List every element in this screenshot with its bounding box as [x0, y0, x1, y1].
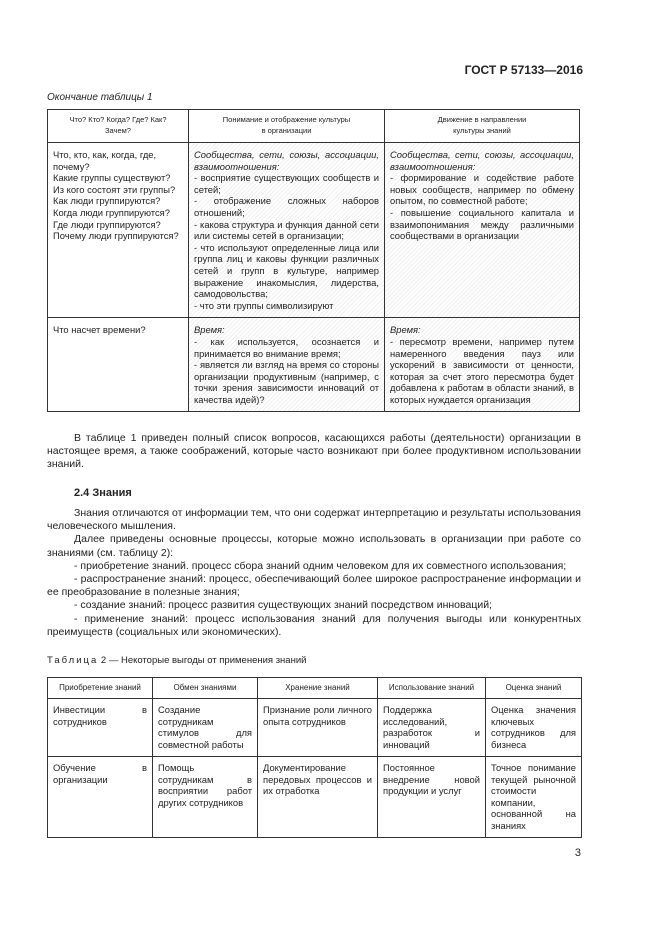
table2-cell: Оценка значения ключевых сотрудников для бизнеса [486, 699, 582, 757]
table2-cell: Документирование передовых процессов и их отработка [258, 757, 378, 838]
table1-header-col1: Что? Кто? Когда? Где? Как? Зачем? [48, 110, 189, 143]
paragraph-intro: В таблице 1 приведен полный список вопросов, касающихся работы (деятельности) организации в настоящее время, а также соображений, которые часто возникают при более продуктивном использовании знаний. [47, 432, 581, 471]
list-item: - применение знаний: процесс использования знаний для получения выгоды или конкурентных преимуществ (социальных или экономических). [47, 612, 581, 638]
table2-header-cell: Оценка знаний [486, 678, 582, 699]
table1-cell-movement: Сообщества, сети, союзы, ассоциации, взаимоотношения: - формирование и содействие работе новых сообществ, например по обмену опытом, по совместной работе; - повышение социального капитала и взаимопонимания между различными сообществами в организации [385, 143, 580, 318]
table1-cell-questions: Что насчет времени? [48, 318, 189, 412]
table1-header-row [48, 110, 580, 143]
table1-header-col3: Движение в направлении культуры знаний [385, 110, 580, 143]
table1 [47, 109, 580, 412]
table2-cell: Инвестиции в сотрудников [48, 699, 153, 757]
table2-header-cell: Приобретение знаний [48, 678, 153, 699]
table2-header-cell: Обмен знаниями [153, 678, 258, 699]
table2-cell: Признание роли личного опыта сотрудников [258, 699, 378, 757]
list-item: - распространение знаний: процесс, обеспечивающий более широкое распространение информации и ее преобразование в полезные знания; [47, 573, 581, 599]
table-row [48, 699, 582, 757]
paragraph: Знания отличаются от информации тем, что они содержат интерпретацию и результаты использования человеческого мышления. [47, 507, 581, 533]
table-row [48, 318, 580, 412]
table1-cell-questions: Что, кто, как, когда, где, почему? Какие группы существуют? Из кого состоят эти группы? Как люди группируются? Когда люди группируются? Где люди группируются? Почему люди группируются? [48, 143, 189, 318]
table1-cell-understanding: Сообщества, сети, союзы, ассоциации, взаимоотношения: - восприятие существующих сообществ и сетей; - отображение сложных наборов отношений; - какова структура и функция данной сети или системы сетей в организации; - что используют определенные лица или группа лиц и каковы функции различных сетей и групп в культуре, например выражение инакомыслия, лидерства, самодовольства; - что эти группы символизируют [189, 143, 385, 318]
paragraph-knowledge [47, 507, 581, 639]
table-row [48, 757, 582, 838]
table2-header-cell: Хранение знаний [258, 678, 378, 699]
table1-cell-understanding: Время: - как используется, осознается и принимается во внимание время; - является ли взгляд на время со стороны организации продуктивным (например, с точки зрения зависимости инноваций от качества идей)? [189, 318, 385, 412]
table1-header-col2: Понимание и отображение культуры в организации [189, 110, 385, 143]
table2-cell: Помощь сотрудникам в восприятии работ других сотрудников [153, 757, 258, 838]
table1-caption: Окончание таблицы 1 [47, 92, 153, 103]
table2-cell: Создание сотрудникам стимулов для совместной работы [153, 699, 258, 757]
table2-header-row [48, 678, 582, 699]
table2-cell: Точное понимание текущей рыночной стоимости компании, основанной на знаниях [486, 757, 582, 838]
table2-caption: Таблица 2 — Некоторые выгоды от применения знаний [47, 655, 307, 666]
paragraph: Далее приведены основные процессы, которые можно использовать в организации при работе со знаниями (см. таблицу 2): [47, 533, 581, 559]
standard-number: ГОСТ Р 57133—2016 [464, 63, 583, 77]
table1-cell-movement: Время: - пересмотр времени, например путем намеренного введения пауз или ускорений в зависимости от ценности, которая за счет этого пересмотра будет добавлена к работам в области знаний, в которых нуждается организация [385, 318, 580, 412]
table2-cell: Постоянное внедрение новой продукции и услуг [378, 757, 486, 838]
table2-cell: Обучение в организации [48, 757, 153, 838]
table2 [47, 677, 582, 838]
page-number: 3 [574, 847, 581, 859]
list-item: - приобретение знаний. процесс сбора знаний одним человеком для их совместного использования; [74, 559, 567, 572]
table2-header-cell: Использование знаний [378, 678, 486, 699]
table2-cell: Поддержка исследований, разработок и инноваций [378, 699, 486, 757]
section-heading: 2.4 Знания [74, 487, 132, 499]
list-item: - создание знаний: процесс развития существующих знаний посредством инноваций; [74, 599, 492, 612]
table-row [48, 143, 580, 318]
